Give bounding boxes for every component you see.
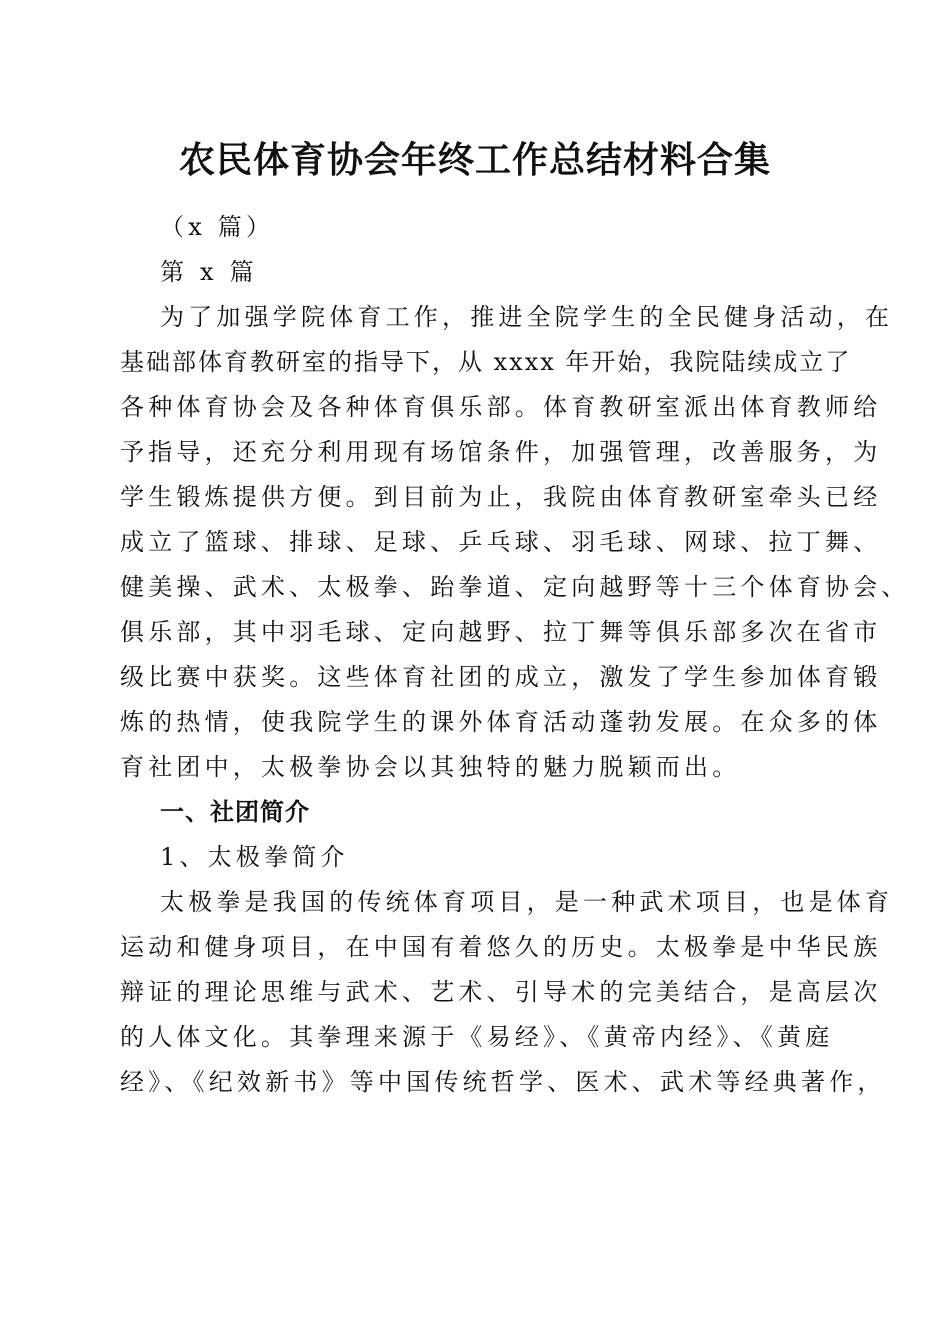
document-body [120,205,910,1105]
paragraph-line: 辩证的理论思维与武术、艺术、引导术的完美结合，是高层次 [120,978,882,1006]
document-title: 农民体育协会年终工作总结材料合集 [178,139,771,181]
paragraph-line: 炼的热情，使我院学生的课外体育活动蓬勃发展。在众多的体 [120,708,882,736]
paragraph-line: 的人体文化。其拳理来源于《易经》、《黄帝内经》、《黄庭 [120,1023,834,1051]
paragraph-line: 俱乐部，其中羽毛球、定向越野、拉丁舞等俱乐部多次在省市 [120,618,882,646]
paragraph-line: 太极拳是我国的传统体育项目，是一种武术项目，也是体育 [160,888,894,916]
article-number-line: 第 x 篇 [160,258,258,286]
paragraph-line: 予指导，还充分利用现有场馆条件，加强管理，改善服务，为 [120,438,882,466]
paragraph-line: 成立了篮球、排球、足球、乒乓球、羽毛球、网球、拉丁舞、 [120,528,882,556]
section-heading: 一、社团简介 [160,798,310,826]
paragraph-line: 学生锻炼提供方便。到目前为止，我院由体育教研室牵头已经 [120,483,882,511]
paragraph-line: 健美操、武术、太极拳、跆拳道、定向越野等十三个体育协会、 [120,573,910,601]
paragraph-line: 经》、《纪效新书》等中国传统哲学、医术、武术等经典著作， [120,1068,886,1096]
paragraph-line: 基础部体育教研室的指导下，从 xxxx 年开始，我院陆续成立了 [120,348,852,376]
paragraph-line: 为了加强学院体育工作，推进全院学生的全民健身活动，在 [160,303,894,331]
paragraph-line: 级比赛中获奖。这些体育社团的成立，激发了学生参加体育锻 [120,663,882,691]
paragraph-line: 运动和健身项目，在中国有着悠久的历史。太极拳是中华民族 [120,933,882,961]
volume-count-line: （x 篇） [160,213,275,241]
paragraph-line: 各种体育协会及各种体育俱乐部。体育教研室派出体育教师给 [120,393,882,421]
paragraph-line: 育社团中，太极拳协会以其独特的魅力脱颖而出。 [120,753,741,781]
subsection-heading: 1、太极拳简介 [160,843,349,871]
